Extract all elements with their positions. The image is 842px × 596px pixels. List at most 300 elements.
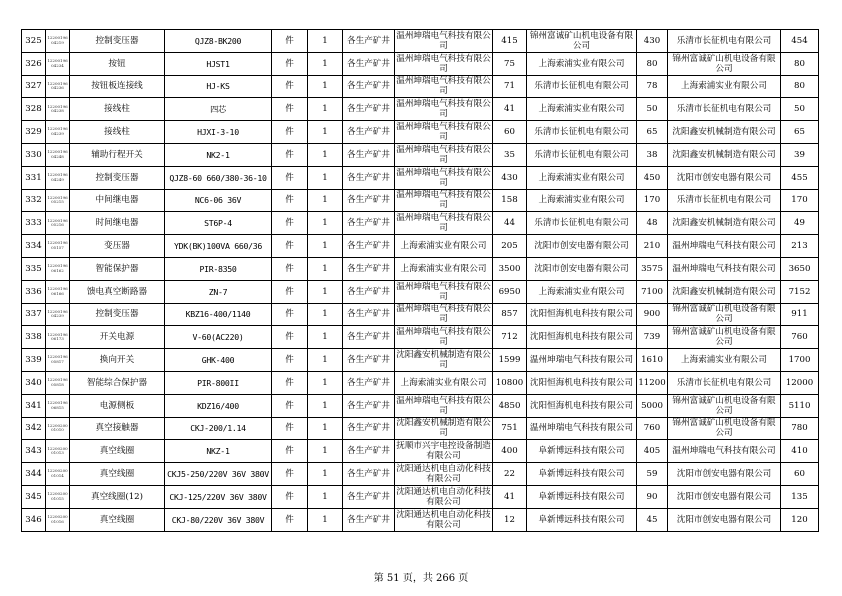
supplier-2: 上海索浦实业有限公司 bbox=[527, 166, 637, 189]
using-department: 各生产矿井 bbox=[343, 280, 395, 303]
table-row bbox=[22, 189, 819, 212]
row-number: 325 bbox=[22, 30, 46, 53]
price-3: 455 bbox=[781, 166, 819, 189]
price-2: 78 bbox=[637, 75, 668, 98]
price-2: 900 bbox=[637, 303, 668, 326]
supplier-1: 温州坤瑞电气科技有限公司 bbox=[396, 395, 491, 416]
price-1: 22 bbox=[493, 463, 527, 486]
price-2: 210 bbox=[637, 235, 668, 258]
table-row bbox=[22, 303, 819, 326]
supplier-2: 阜新博远科技有限公司 bbox=[527, 463, 637, 486]
item-name: 接线柱 bbox=[70, 121, 165, 144]
supplier-3: 沈阳鑫安机械制造有限公司 bbox=[668, 280, 781, 303]
supplier-2: 上海索浦实业有限公司 bbox=[527, 52, 637, 75]
item-name: 控制变压器 bbox=[70, 303, 165, 326]
price-3: 1700 bbox=[781, 349, 819, 372]
price-1: 75 bbox=[493, 52, 527, 75]
supplier-2: 沈阳恒海机电科技有限公司 bbox=[527, 394, 637, 417]
supplier-1: 温州坤瑞电气科技有限公司 bbox=[396, 167, 491, 188]
item-unit: 件 bbox=[272, 143, 308, 166]
item-unit: 件 bbox=[272, 121, 308, 144]
row-number: 343 bbox=[22, 440, 46, 463]
row-number: 339 bbox=[22, 349, 46, 372]
supplier-1: 温州坤瑞电气科技有限公司 bbox=[396, 53, 491, 74]
using-department: 各生产矿井 bbox=[343, 98, 395, 121]
item-quantity: 1 bbox=[308, 98, 343, 121]
supplier-3: 乐清市长征机电有限公司 bbox=[668, 30, 781, 53]
price-2: 48 bbox=[637, 212, 668, 235]
price-2: 45 bbox=[637, 508, 668, 531]
item-spec: QJZ8-60 660/380-36-10 bbox=[165, 166, 272, 189]
price-2: 50 bbox=[637, 98, 668, 121]
price-3: 7152 bbox=[781, 280, 819, 303]
table-row bbox=[22, 485, 819, 508]
using-department: 各生产矿井 bbox=[343, 326, 395, 349]
price-3: 39 bbox=[781, 143, 819, 166]
supplier-1: 上海索浦实业有限公司 bbox=[395, 235, 493, 258]
material-code: 12200196 05817 bbox=[46, 349, 70, 372]
table-row bbox=[22, 326, 819, 349]
material-code: 12200196 06815 bbox=[46, 394, 70, 417]
item-spec: V-60(AC220) bbox=[165, 326, 272, 349]
row-number: 341 bbox=[22, 394, 46, 417]
supplier-2: 上海索浦实业有限公司 bbox=[527, 98, 637, 121]
item-spec: QJZ8-BK200 bbox=[165, 30, 272, 53]
supplier-3: 温州坤瑞电气科技有限公司 bbox=[668, 257, 781, 280]
page-footer: 第 51 页，共 266 页 bbox=[373, 573, 469, 584]
item-quantity: 1 bbox=[308, 371, 343, 394]
item-name: 时间继电器 bbox=[70, 212, 165, 235]
price-3: 80 bbox=[781, 52, 819, 75]
price-3: 60 bbox=[781, 463, 819, 486]
table-row bbox=[22, 235, 819, 258]
supplier-3: 乐清市长征机电有限公司 bbox=[668, 98, 781, 121]
item-unit: 件 bbox=[272, 75, 308, 98]
material-code: 12200196 04234 bbox=[46, 52, 70, 75]
table-row bbox=[22, 280, 819, 303]
price-1: 205 bbox=[493, 235, 527, 258]
supplier-1: 温州坤瑞电气科技有限公司 bbox=[396, 122, 491, 143]
supplier-1: 沈阳鑫安机械制造有限公司 bbox=[396, 418, 491, 439]
supplier-3: 沈阳市创安电器有限公司 bbox=[668, 508, 781, 531]
using-department: 各生产矿井 bbox=[343, 52, 395, 75]
table-row bbox=[22, 371, 819, 394]
price-2: 5000 bbox=[637, 394, 668, 417]
item-spec: NKZ-1 bbox=[165, 440, 272, 463]
row-number: 344 bbox=[22, 463, 46, 486]
row-number: 330 bbox=[22, 143, 46, 166]
using-department: 各生产矿井 bbox=[343, 166, 395, 189]
item-unit: 件 bbox=[272, 52, 308, 75]
item-spec: GHK-400 bbox=[165, 349, 272, 372]
supplier-3: 沈阳市创安电器有限公司 bbox=[668, 485, 781, 508]
using-department: 各生产矿井 bbox=[343, 463, 395, 486]
item-spec: 四芯 bbox=[165, 98, 272, 121]
price-3: 65 bbox=[781, 121, 819, 144]
row-number: 334 bbox=[22, 235, 46, 258]
table-row bbox=[22, 52, 819, 75]
price-comparison-table bbox=[21, 29, 819, 532]
price-2: 170 bbox=[637, 189, 668, 212]
supplier-3: 锦州富诚矿山机电设备有限公司 bbox=[668, 52, 781, 75]
price-1: 3500 bbox=[493, 257, 527, 280]
supplier-3: 沈阳市创安电器有限公司 bbox=[668, 463, 781, 486]
supplier-2: 沈阳市创安电器有限公司 bbox=[527, 235, 637, 258]
supplier-2: 乐清市长征机电有限公司 bbox=[527, 75, 637, 98]
table-row bbox=[22, 143, 819, 166]
material-code: 12200196 06173 bbox=[46, 326, 70, 349]
item-name: 智能综合保护器 bbox=[70, 371, 165, 394]
material-code: 12200196 05818 bbox=[46, 371, 70, 394]
material-code: 12200200 01014 bbox=[46, 463, 70, 486]
using-department: 各生产矿井 bbox=[343, 440, 395, 463]
item-quantity: 1 bbox=[308, 485, 343, 508]
price-3: 410 bbox=[781, 440, 819, 463]
price-3: 911 bbox=[781, 303, 819, 326]
price-1: 857 bbox=[493, 303, 527, 326]
row-number: 336 bbox=[22, 280, 46, 303]
table-row bbox=[22, 166, 819, 189]
material-code: 12200196 05216 bbox=[46, 212, 70, 235]
material-code: 12200196 04239 bbox=[46, 303, 70, 326]
price-2: 80 bbox=[637, 52, 668, 75]
supplier-2: 温州坤瑞电气科技有限公司 bbox=[527, 349, 637, 372]
item-unit: 件 bbox=[272, 371, 308, 394]
supplier-3: 温州坤瑞电气科技有限公司 bbox=[668, 440, 781, 463]
supplier-1: 温州坤瑞电气科技有限公司 bbox=[396, 30, 491, 51]
table-row bbox=[22, 349, 819, 372]
item-name: 按钮板连接线 bbox=[70, 75, 165, 98]
material-code: 12200196 04236 bbox=[46, 75, 70, 98]
using-department: 各生产矿井 bbox=[343, 212, 395, 235]
item-unit: 件 bbox=[272, 212, 308, 235]
item-quantity: 1 bbox=[308, 394, 343, 417]
price-1: 430 bbox=[493, 166, 527, 189]
supplier-2: 沈阳恒海机电科技有限公司 bbox=[527, 371, 637, 394]
price-1: 6950 bbox=[493, 280, 527, 303]
using-department: 各生产矿井 bbox=[343, 257, 395, 280]
item-spec: ST6P-4 bbox=[165, 212, 272, 235]
item-name: 馈电真空断路器 bbox=[70, 280, 165, 303]
price-3: 454 bbox=[781, 30, 819, 53]
item-name: 辅助行程开关 bbox=[70, 143, 165, 166]
item-quantity: 1 bbox=[308, 417, 343, 440]
price-1: 60 bbox=[493, 121, 527, 144]
price-2: 739 bbox=[637, 326, 668, 349]
price-2: 760 bbox=[637, 417, 668, 440]
table-row bbox=[22, 212, 819, 235]
using-department: 各生产矿井 bbox=[343, 121, 395, 144]
material-code: 12200196 04238 bbox=[46, 98, 70, 121]
item-unit: 件 bbox=[272, 189, 308, 212]
price-3: 760 bbox=[781, 326, 819, 349]
price-3: 12000 bbox=[781, 371, 819, 394]
price-2: 7100 bbox=[637, 280, 668, 303]
price-1: 41 bbox=[493, 98, 527, 121]
supplier-3: 锦州富诚矿山机电设备有限公司 bbox=[668, 326, 781, 349]
price-2: 90 bbox=[637, 485, 668, 508]
supplier-2: 阜新博远科技有限公司 bbox=[527, 440, 637, 463]
material-code: 12200196 04248 bbox=[46, 143, 70, 166]
item-name: 换向开关 bbox=[70, 349, 165, 372]
item-unit: 件 bbox=[272, 280, 308, 303]
item-name: 真空线圈 bbox=[70, 440, 165, 463]
item-name: 真空线圈(12) bbox=[70, 485, 165, 508]
supplier-3: 锦州富诚矿山机电设备有限公司 bbox=[668, 394, 781, 417]
row-number: 328 bbox=[22, 98, 46, 121]
item-spec: NK2-1 bbox=[165, 143, 272, 166]
material-code: 12200200 01010 bbox=[46, 417, 70, 440]
price-3: 3650 bbox=[781, 257, 819, 280]
material-code: 12200196 06166 bbox=[46, 280, 70, 303]
item-spec: KBZ16-400/1140 bbox=[165, 303, 272, 326]
supplier-2: 上海索浦实业有限公司 bbox=[527, 189, 637, 212]
item-spec: NC6-06 36V bbox=[165, 189, 272, 212]
supplier-2: 阜新博远科技有限公司 bbox=[527, 485, 637, 508]
item-name: 开关电源 bbox=[70, 326, 165, 349]
item-name: 按钮 bbox=[70, 52, 165, 75]
item-quantity: 1 bbox=[308, 463, 343, 486]
item-unit: 件 bbox=[272, 166, 308, 189]
row-number: 329 bbox=[22, 121, 46, 144]
price-3: 135 bbox=[781, 485, 819, 508]
material-code: 12200200 01013 bbox=[46, 440, 70, 463]
item-quantity: 1 bbox=[308, 30, 343, 53]
supplier-3: 锦州富诚矿山机电设备有限公司 bbox=[668, 303, 781, 326]
supplier-3: 上海索浦实业有限公司 bbox=[668, 75, 781, 98]
item-spec: CKJ5-250/220V 36V 380V bbox=[165, 463, 272, 486]
material-code: 12200196 04219 bbox=[46, 30, 70, 53]
table-row bbox=[22, 98, 819, 121]
price-1: 35 bbox=[493, 143, 527, 166]
price-1: 71 bbox=[493, 75, 527, 98]
price-1: 12 bbox=[493, 508, 527, 531]
item-spec: HJST1 bbox=[165, 52, 272, 75]
item-unit: 件 bbox=[272, 417, 308, 440]
price-3: 49 bbox=[781, 212, 819, 235]
item-unit: 件 bbox=[272, 303, 308, 326]
material-code: 12200196 04239 bbox=[46, 121, 70, 144]
table-row bbox=[22, 440, 819, 463]
using-department: 各生产矿井 bbox=[343, 371, 395, 394]
item-name: 真空接触器 bbox=[70, 417, 165, 440]
supplier-3: 沈阳鑫安机械制造有限公司 bbox=[668, 212, 781, 235]
price-1: 44 bbox=[493, 212, 527, 235]
supplier-3: 乐清市长征机电有限公司 bbox=[668, 189, 781, 212]
item-spec: CKJ-125/220V 36V 380V bbox=[165, 485, 272, 508]
row-number: 338 bbox=[22, 326, 46, 349]
using-department: 各生产矿井 bbox=[343, 189, 395, 212]
supplier-1: 温州坤瑞电气科技有限公司 bbox=[396, 76, 491, 97]
item-name: 真空线圈 bbox=[70, 508, 165, 531]
item-name: 控制变压器 bbox=[70, 166, 165, 189]
price-2: 11200 bbox=[637, 371, 668, 394]
item-quantity: 1 bbox=[308, 212, 343, 235]
supplier-3: 上海索浦实业有限公司 bbox=[668, 349, 781, 372]
material-code: 12200200 01015 bbox=[46, 485, 70, 508]
item-unit: 件 bbox=[272, 98, 308, 121]
row-number: 345 bbox=[22, 485, 46, 508]
supplier-1: 温州坤瑞电气科技有限公司 bbox=[396, 144, 491, 165]
item-name: 电源侧板 bbox=[70, 394, 165, 417]
item-spec: HJ-KS bbox=[165, 75, 272, 98]
item-spec: YDK(BK)100VA 660/36 bbox=[165, 235, 272, 258]
supplier-1: 温州坤瑞电气科技有限公司 bbox=[396, 327, 491, 348]
price-1: 10800 bbox=[493, 371, 527, 394]
material-code: 12200200 01016 bbox=[46, 508, 70, 531]
item-name: 接线柱 bbox=[70, 98, 165, 121]
price-3: 5110 bbox=[781, 394, 819, 417]
supplier-3: 锦州富诚矿山机电设备有限公司 bbox=[668, 417, 781, 440]
using-department: 各生产矿井 bbox=[343, 235, 395, 258]
material-code: 12200196 06162 bbox=[46, 257, 70, 280]
item-unit: 件 bbox=[272, 257, 308, 280]
row-number: 346 bbox=[22, 508, 46, 531]
supplier-1: 上海索浦实业有限公司 bbox=[395, 257, 493, 280]
table-row bbox=[22, 257, 819, 280]
item-quantity: 1 bbox=[308, 440, 343, 463]
price-3: 213 bbox=[781, 235, 819, 258]
table-row bbox=[22, 394, 819, 417]
item-spec: PIR-8350 bbox=[165, 257, 272, 280]
supplier-1: 上海索浦实业有限公司 bbox=[395, 371, 493, 394]
price-1: 400 bbox=[493, 440, 527, 463]
item-name: 控制变压器 bbox=[70, 30, 165, 53]
supplier-1: 沈阳通达机电自动化科技有限公司 bbox=[396, 486, 491, 507]
using-department: 各生产矿井 bbox=[343, 485, 395, 508]
row-number: 326 bbox=[22, 52, 46, 75]
row-number: 340 bbox=[22, 371, 46, 394]
supplier-2: 阜新博远科技有限公司 bbox=[527, 508, 637, 531]
using-department: 各生产矿井 bbox=[343, 75, 395, 98]
supplier-2: 沈阳恒海机电科技有限公司 bbox=[527, 303, 637, 326]
price-1: 1599 bbox=[493, 349, 527, 372]
supplier-1: 沈阳通达机电自动化科技有限公司 bbox=[396, 509, 491, 530]
supplier-2: 乐清市长征机电有限公司 bbox=[527, 121, 637, 144]
supplier-3: 沈阳市创安电器有限公司 bbox=[668, 166, 781, 189]
price-2: 38 bbox=[637, 143, 668, 166]
item-quantity: 1 bbox=[308, 143, 343, 166]
supplier-2: 上海索浦实业有限公司 bbox=[527, 280, 637, 303]
supplier-1: 温州坤瑞电气科技有限公司 bbox=[396, 213, 491, 234]
supplier-1: 温州坤瑞电气科技有限公司 bbox=[396, 99, 491, 120]
item-name: 智能保护器 bbox=[70, 257, 165, 280]
price-3: 170 bbox=[781, 189, 819, 212]
table-row bbox=[22, 30, 819, 53]
item-quantity: 1 bbox=[308, 166, 343, 189]
using-department: 各生产矿井 bbox=[343, 508, 395, 531]
item-name: 变压器 bbox=[70, 235, 165, 258]
supplier-2: 沈阳市创安电器有限公司 bbox=[527, 257, 637, 280]
price-1: 751 bbox=[493, 417, 527, 440]
item-unit: 件 bbox=[272, 349, 308, 372]
item-quantity: 1 bbox=[308, 257, 343, 280]
supplier-2: 乐清市长征机电有限公司 bbox=[527, 212, 637, 235]
item-quantity: 1 bbox=[308, 121, 343, 144]
price-3: 80 bbox=[781, 75, 819, 98]
supplier-1: 沈阳鑫安机械制造有限公司 bbox=[396, 350, 491, 371]
item-unit: 件 bbox=[272, 30, 308, 53]
price-2: 1610 bbox=[637, 349, 668, 372]
price-1: 158 bbox=[493, 189, 527, 212]
price-3: 780 bbox=[781, 417, 819, 440]
item-name: 真空线圈 bbox=[70, 463, 165, 486]
item-spec: HJXI-3-10 bbox=[165, 121, 272, 144]
supplier-1: 温州坤瑞电气科技有限公司 bbox=[396, 304, 491, 325]
material-code: 12200196 05215 bbox=[46, 189, 70, 212]
item-unit: 件 bbox=[272, 235, 308, 258]
supplier-3: 乐清市长征机电有限公司 bbox=[668, 371, 781, 394]
supplier-2: 锦州富诚矿山机电设备有限公司 bbox=[527, 30, 637, 53]
item-quantity: 1 bbox=[308, 52, 343, 75]
price-2: 450 bbox=[637, 166, 668, 189]
price-2: 59 bbox=[637, 463, 668, 486]
price-1: 712 bbox=[493, 326, 527, 349]
item-quantity: 1 bbox=[308, 508, 343, 531]
item-unit: 件 bbox=[272, 326, 308, 349]
row-number: 342 bbox=[22, 417, 46, 440]
using-department: 各生产矿井 bbox=[343, 143, 395, 166]
item-quantity: 1 bbox=[308, 75, 343, 98]
item-quantity: 1 bbox=[308, 235, 343, 258]
supplier-2: 温州坤瑞电气科技有限公司 bbox=[527, 417, 637, 440]
item-name: 中间继电器 bbox=[70, 189, 165, 212]
item-spec: KDZ16/400 bbox=[165, 394, 272, 417]
table-row bbox=[22, 121, 819, 144]
table-row bbox=[22, 463, 819, 486]
using-department: 各生产矿井 bbox=[343, 303, 395, 326]
row-number: 331 bbox=[22, 166, 46, 189]
table-row bbox=[22, 417, 819, 440]
supplier-3: 温州坤瑞电气科技有限公司 bbox=[668, 235, 781, 258]
supplier-1: 抚顺市兴宇电控设备制造有限公司 bbox=[396, 441, 491, 462]
row-number: 337 bbox=[22, 303, 46, 326]
material-code: 12200196 04249 bbox=[46, 166, 70, 189]
item-spec: CKJ-80/220V 36V 380V bbox=[165, 508, 272, 531]
price-1: 41 bbox=[493, 485, 527, 508]
price-2: 430 bbox=[637, 30, 668, 53]
supplier-3: 沈阳鑫安机械制造有限公司 bbox=[668, 121, 781, 144]
item-quantity: 1 bbox=[308, 189, 343, 212]
row-number: 332 bbox=[22, 189, 46, 212]
price-2: 405 bbox=[637, 440, 668, 463]
item-unit: 件 bbox=[272, 485, 308, 508]
supplier-1: 温州坤瑞电气科技有限公司 bbox=[396, 281, 491, 302]
price-1: 4850 bbox=[493, 394, 527, 417]
supplier-1: 沈阳通达机电自动化科技有限公司 bbox=[396, 464, 491, 485]
row-number: 335 bbox=[22, 257, 46, 280]
item-unit: 件 bbox=[272, 463, 308, 486]
item-spec: ZN-7 bbox=[165, 280, 272, 303]
using-department: 各生产矿井 bbox=[343, 394, 395, 417]
supplier-2: 沈阳恒海机电科技有限公司 bbox=[527, 326, 637, 349]
item-spec: PIR-800II bbox=[165, 371, 272, 394]
item-unit: 件 bbox=[272, 440, 308, 463]
item-quantity: 1 bbox=[308, 303, 343, 326]
price-3: 50 bbox=[781, 98, 819, 121]
supplier-3: 沈阳鑫安机械制造有限公司 bbox=[668, 143, 781, 166]
price-2: 3575 bbox=[637, 257, 668, 280]
price-1: 415 bbox=[493, 30, 527, 53]
item-quantity: 1 bbox=[308, 280, 343, 303]
item-spec: CKJ-200/1.14 bbox=[165, 417, 272, 440]
using-department: 各生产矿井 bbox=[343, 349, 395, 372]
price-3: 120 bbox=[781, 508, 819, 531]
supplier-1: 温州坤瑞电气科技有限公司 bbox=[396, 190, 491, 211]
item-unit: 件 bbox=[272, 508, 308, 531]
price-2: 65 bbox=[637, 121, 668, 144]
table-row bbox=[22, 508, 819, 531]
